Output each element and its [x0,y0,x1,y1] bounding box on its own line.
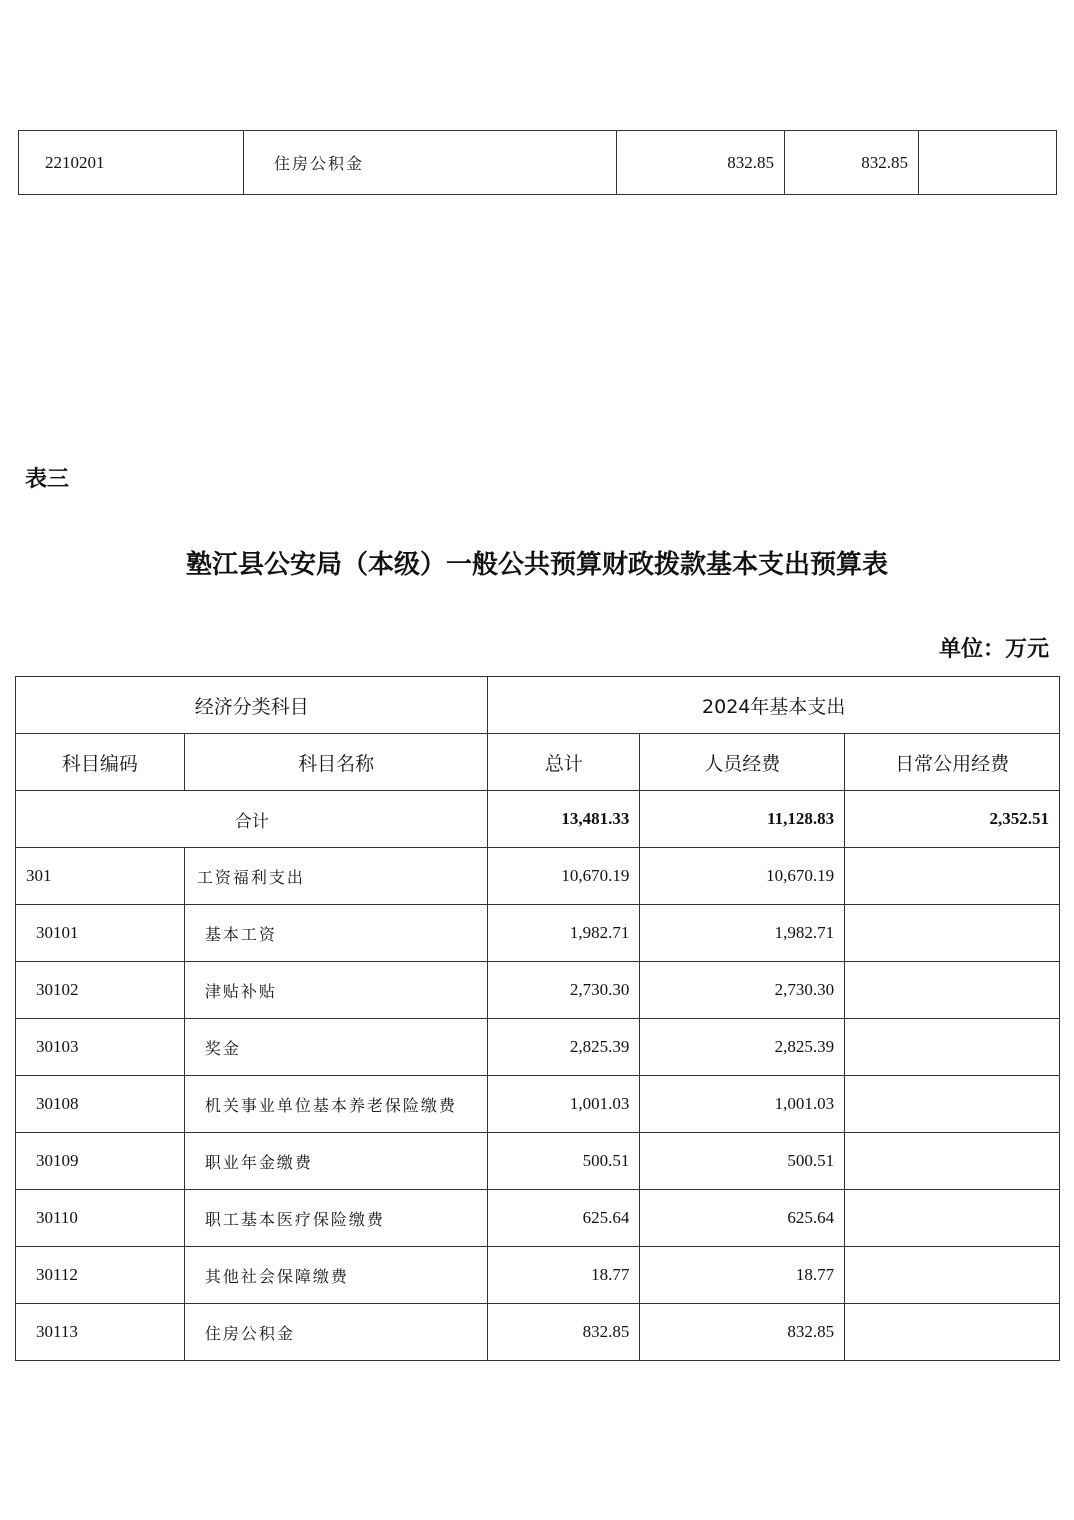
table-row [16,962,1060,1019]
row-personnel: 832.85 [785,131,919,195]
row-total: 18.77 [488,1247,640,1304]
table-row [16,1019,1060,1076]
row-code: 30101 [16,905,185,962]
row-public [845,1133,1060,1190]
row-public [845,1019,1060,1076]
budget-table [15,676,1060,1361]
row-code: 30102 [16,962,185,1019]
page-title: 塾江县公安局（本级）一般公共预算财政拨款基本支出预算表 [185,550,888,580]
header-name: 科目名称 [184,734,488,791]
table-row [16,848,1060,905]
header-public: 日常公用经费 [845,734,1060,791]
table-row [16,1133,1060,1190]
row-name: 职工基本医疗保险缴费 [184,1190,488,1247]
unit-label: 单位：万元 [938,637,1049,662]
row-total: 832.85 [617,131,785,195]
row-code: 30113 [16,1304,185,1361]
row-public [845,905,1060,962]
row-name: 津贴补贴 [184,962,488,1019]
row-name: 机关事业单位基本养老保险缴费 [184,1076,488,1133]
table-row [16,1304,1060,1361]
row-total: 500.51 [488,1133,640,1190]
table-row [16,1190,1060,1247]
total-row [16,791,1060,848]
row-code: 301 [16,848,185,905]
row-public [845,962,1060,1019]
row-name: 住房公积金 [184,1304,488,1361]
row-name: 其他社会保障缴费 [184,1247,488,1304]
row-total: 2,825.39 [488,1019,640,1076]
row-code: 30108 [16,1076,185,1133]
header-code: 科目编码 [16,734,185,791]
row-name: 住房公积金 [244,131,617,195]
row-code: 30109 [16,1133,185,1190]
table-row [16,905,1060,962]
total-public: 2,352.51 [845,791,1060,848]
total-label: 合计 [16,791,488,848]
row-code: 30110 [16,1190,185,1247]
header-total: 总计 [488,734,640,791]
table-row [16,1247,1060,1304]
row-public [845,848,1060,905]
row-personnel: 2,730.30 [640,962,845,1019]
row-total: 1,982.71 [488,905,640,962]
total-total: 13,481.33 [488,791,640,848]
table-row [16,1076,1060,1133]
row-total: 1,001.03 [488,1076,640,1133]
header-personnel: 人员经费 [640,734,845,791]
row-total: 625.64 [488,1190,640,1247]
row-personnel: 1,001.03 [640,1076,845,1133]
row-total: 832.85 [488,1304,640,1361]
table-label: 表三 [25,467,70,492]
table-row [19,131,1057,195]
row-total: 2,730.30 [488,962,640,1019]
row-name: 奖金 [184,1019,488,1076]
row-name: 基本工资 [184,905,488,962]
row-personnel: 18.77 [640,1247,845,1304]
row-personnel: 625.64 [640,1190,845,1247]
row-personnel: 500.51 [640,1133,845,1190]
row-public [845,1247,1060,1304]
previous-table-fragment [18,130,1057,195]
row-code: 2210201 [19,131,244,195]
row-public [845,1076,1060,1133]
row-public [845,1190,1060,1247]
row-name: 职业年金缴费 [184,1133,488,1190]
row-public [845,1304,1060,1361]
row-total: 10,670.19 [488,848,640,905]
row-personnel: 1,982.71 [640,905,845,962]
row-personnel: 832.85 [640,1304,845,1361]
header-row [16,677,1060,734]
row-public [919,131,1057,195]
row-personnel: 2,825.39 [640,1019,845,1076]
row-code: 30103 [16,1019,185,1076]
row-personnel: 10,670.19 [640,848,845,905]
header-row [16,734,1060,791]
header-year-basic: 2024年基本支出 [488,677,1060,734]
row-code: 30112 [16,1247,185,1304]
header-econ-class: 经济分类科目 [16,677,488,734]
row-name: 工资福利支出 [184,848,488,905]
total-personnel: 11,128.83 [640,791,845,848]
